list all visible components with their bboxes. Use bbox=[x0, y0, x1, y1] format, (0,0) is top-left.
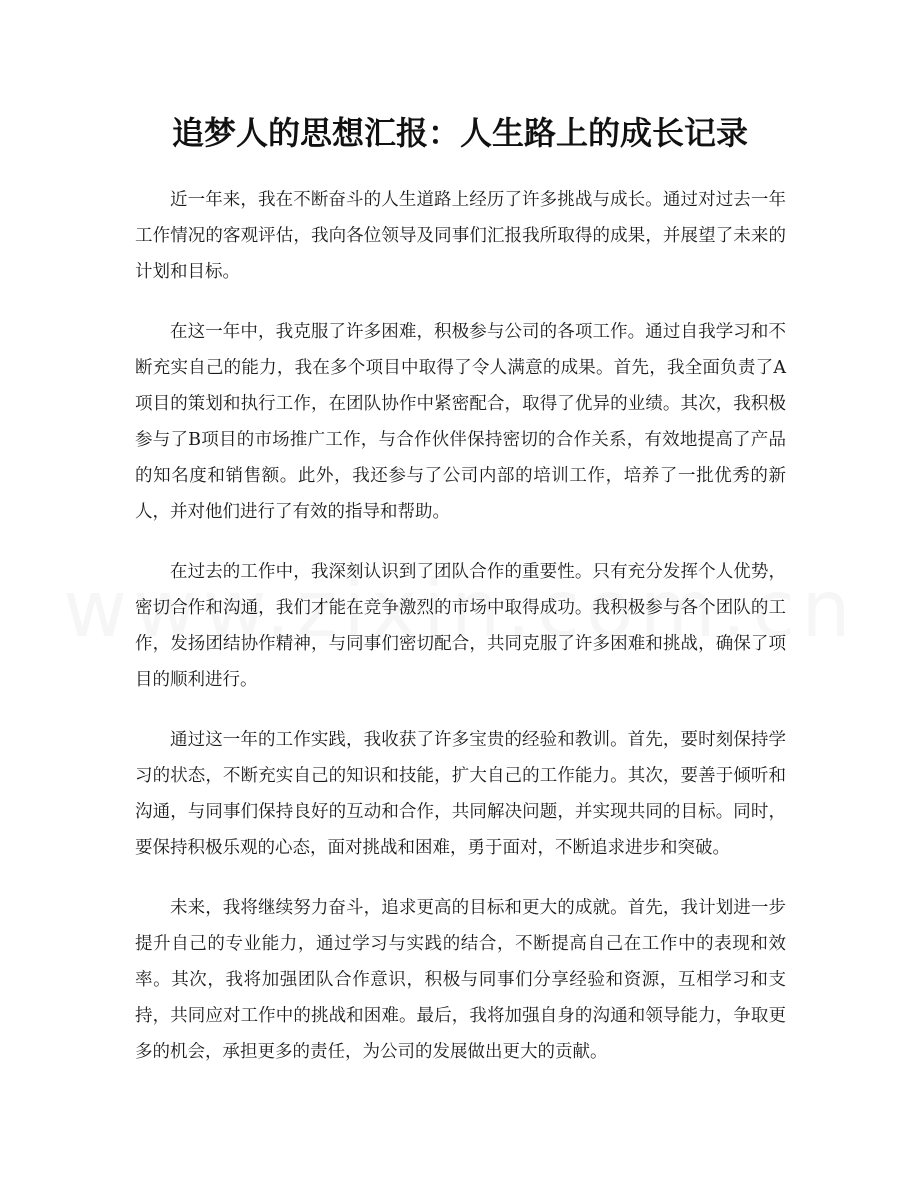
paragraph-2: 在这一年中，我克服了许多困难，积极参与公司的各项工作。通过自我学习和不断充实自己的能力，我在多个项目中取得了令人满意的成果。首先，我全面负责了A项目的策划和执行工作，在团队协作中紧密配合，取得了优异的业绩。其次，我积极参与了B项目的市场推广工作，与合作伙伴保持密切的合作关系，有效地提高了产品的知名度和销售额。此外，我还参与了公司内部的培训工作，培养了一批优秀的新人，并对他们进行了有效的指导和帮助。 bbox=[135, 322, 786, 522]
paragraph-1: 近一年来，我在不断奋斗的人生道路上经历了许多挑战与成长。通过对过去一年工作情况的客观评估，我向各位领导及同事们汇报我所取得的成果，并展望了未来的计划和目标。 bbox=[135, 190, 786, 282]
document-title: 追梦人的思想汇报：人生路上的成长记录 bbox=[171, 114, 748, 152]
paragraph-3: 在过去的工作中，我深刻认识到了团队合作的重要性。只有充分发挥个人优势，密切合作和沟通，我们才能在竞争激烈的市场中取得成功。我积极参与各个团队的工作，发扬团结协作精神，与同事们密切配合，共同克服了许多困难和挑战，确保了项目的顺利进行。 bbox=[135, 562, 786, 690]
paragraph-4: 通过这一年的工作实践，我收获了许多宝贵的经验和教训。首先，要时刻保持学习的状态，不断充实自己的知识和技能，扩大自己的工作能力。其次，要善于倾听和沟通，与同事们保持良好的互动和合作，共同解决问题，并实现共同的目标。同时，要保持积极乐观的心态，面对挑战和困难，勇于面对，不断追求进步和突破。 bbox=[135, 730, 786, 858]
paragraph-5: 未来，我将继续努力奋斗，追求更高的目标和更大的成就。首先，我计划进一步提升自己的专业能力，通过学习与实践的结合，不断提高自己在工作中的表现和效率。其次，我将加强团队合作意识，积极与同事们分享经验和资源，互相学习和支持，共同应对工作中的挑战和困难。最后，我将加强自身的沟通和领导能力，争取更多的机会，承担更多的责任，为公司的发展做出更大的贡献。 bbox=[135, 898, 786, 1062]
document-body bbox=[135, 182, 786, 1094]
